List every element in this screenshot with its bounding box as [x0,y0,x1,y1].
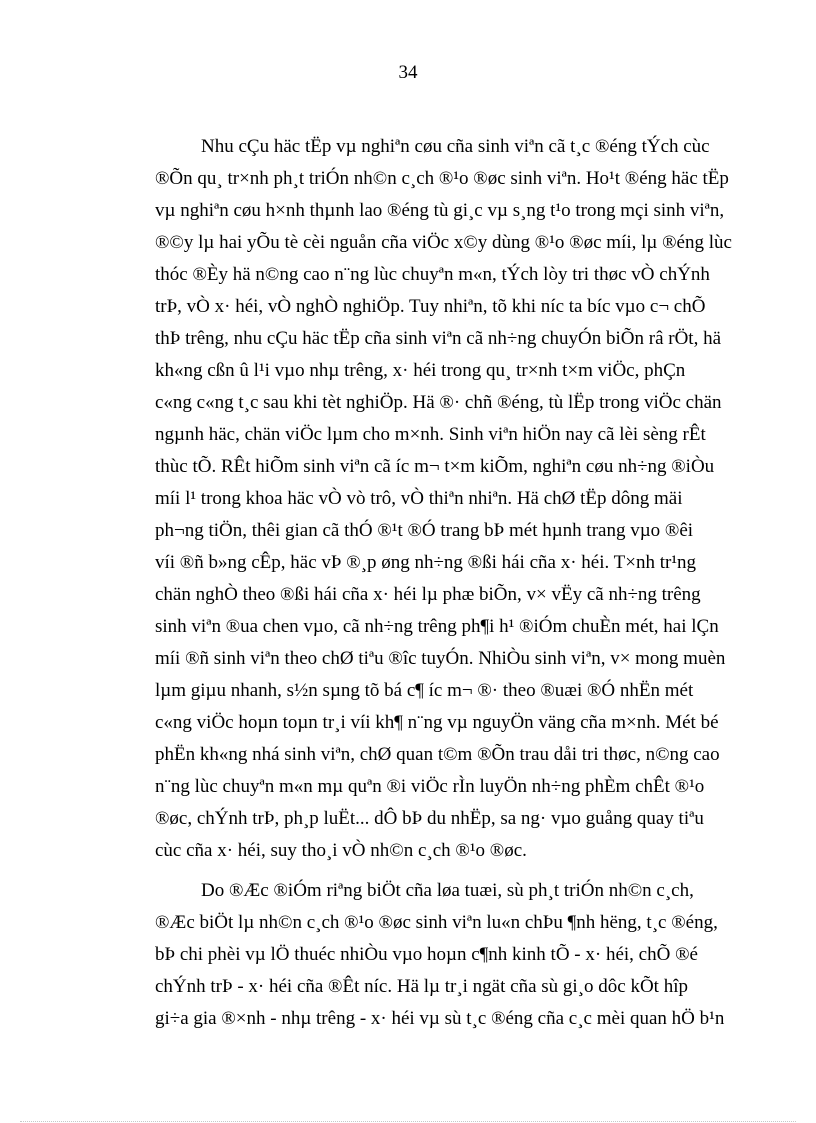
page-number: 34 [398,62,418,83]
text-line: sinh viªn ®ua chen vµo, cã nh÷ng trêng ph¶i h¹ ®iÓm chuÈn mét, hai lÇn [155,616,719,637]
text-line: ®øc, chÝnh trÞ, ph¸p luËt... dÔ bÞ du nhËp, sa ng· vµo guång quay tiªu [155,808,704,829]
paragraph [155,131,767,867]
text-line: ®©y lµ hai yÕu tè cèi nguån cña viÖc x©y dùng ®¹o ®øc míi, lµ ®éng lùc [155,232,732,253]
text-line: cùc cña x· héi, suy tho¸i vÒ nh©n c¸ch ®¹o ®øc. [155,840,527,861]
text-line: ngµnh häc, chän viÖc lµm cho m×nh. Sinh viªn hiÖn nay cã lèi sèng rÊt [155,424,706,445]
text-line: bÞ chi phèi vµ lÖ thuéc nhiÒu vµo hoµn c¶nh kinh tÕ - x· héi, chÕ ®é [155,944,698,965]
text-line: c«ng viÖc hoµn toµn tr¸i víi kh¶ n¨ng vµ nguyÖn väng cña m×nh. Mét bé [155,712,719,733]
text-line: lµm giµu nhanh, s½n sµng tõ bá c¶ íc m¬ ®· theo ®uæi ®Ó nhËn mét [155,680,694,701]
text-line: Do ®Æc ®iÓm riªng biÖt cña løa tuæi, sù ph¸t triÓn nh©n c¸ch, [201,880,694,901]
body-text [155,131,767,1043]
text-line: víi ®ñ b»ng cÊp, häc vÞ ®¸p øng nh÷ng ®ßi hái cña x· héi. T×nh tr¹ng [155,552,697,573]
text-line: Nhu cÇu häc tËp vµ nghiªn cøu cña sinh viªn cã t¸c ®éng tÝch cùc [201,136,710,157]
text-line: thÞ trêng, nhu cÇu häc tËp cña sinh viªn cã nh÷ng chuyÓn biÕn râ rÖt, hä [155,328,722,349]
text-line: n¨ng lùc chuyªn m«n mµ quªn ®i viÖc rÌn luyÖn nh÷ng phÈm chÊt ®¹o [155,776,705,797]
text-line: vµ nghiªn cøu h×nh thµnh lao ®éng tù gi¸c vµ s¸ng t¹o trong mçi sinh viªn, [155,200,725,221]
text-line: phËn kh«ng nhá sinh viªn, chØ quan t©m ®Õn trau dåi tri thøc, n©ng cao [155,744,720,765]
text-line: gi÷a gia ®×nh - nhµ trêng - x· héi vµ sù t¸c ®éng cña c¸c mèi quan hÖ b¹n [155,1008,725,1029]
text-line: chÝnh trÞ - x· héi cña ®Êt níc. Hä lµ tr¸i ngät cña sù gi¸o dôc kÕt hîp [155,976,688,997]
text-line: thùc tÕ. RÊt hiÕm sinh viªn cã íc m¬ t×m kiÕm, nghiªn cøu nh÷ng ®iÒu [155,456,715,477]
text-line: c«ng c«ng t¸c sau khi tèt nghiÖp. Hä ®· chñ ®éng, tù lËp trong viÖc chän [155,392,722,413]
text-line: míi l¹ trong khoa häc vÒ vò trô, vÒ thiªn nhiªn. Hä chØ tËp dông mäi [155,488,683,509]
paragraph [155,875,767,1035]
text-line: ®Õn qu¸ tr×nh ph¸t triÓn nh©n c¸ch ®¹o ®øc sinh viªn. Ho¹t ®éng häc tËp [155,168,729,189]
text-line: trÞ, vÒ x· héi, vÒ nghÒ nghiÖp. Tuy nhiªn, tõ khi níc ta bíc vµo c¬ chÕ [155,296,706,317]
page-bottom-divider [20,1121,796,1122]
text-line: chän nghÒ theo ®ßi hái cña x· héi lµ phæ biÕn, v× vËy cã nh÷ng trêng [155,584,701,605]
text-line: thóc ®Èy hä n©ng cao n¨ng lùc chuyªn m«n, tÝch lòy tri thøc vÒ chÝnh [155,264,710,285]
text-line: ®Æc biÖt lµ nh©n c¸ch ®¹o ®øc sinh viªn lu«n chÞu ¶nh hëng, t¸c ®éng, [155,912,718,933]
text-line: kh«ng cßn û l¹i vµo nhµ trêng, x· héi trong qu¸ tr×nh t×m viÖc, phÇn [155,360,686,381]
text-line: míi ®ñ sinh viªn theo chØ tiªu ®îc tuyÓn. NhiÒu sinh viªn, v× mong muèn [155,648,726,669]
text-line: ph¬ng tiÖn, thêi gian cã thÓ ®¹t ®Ó trang bÞ mét hµnh trang vµo ®êi [155,520,694,541]
